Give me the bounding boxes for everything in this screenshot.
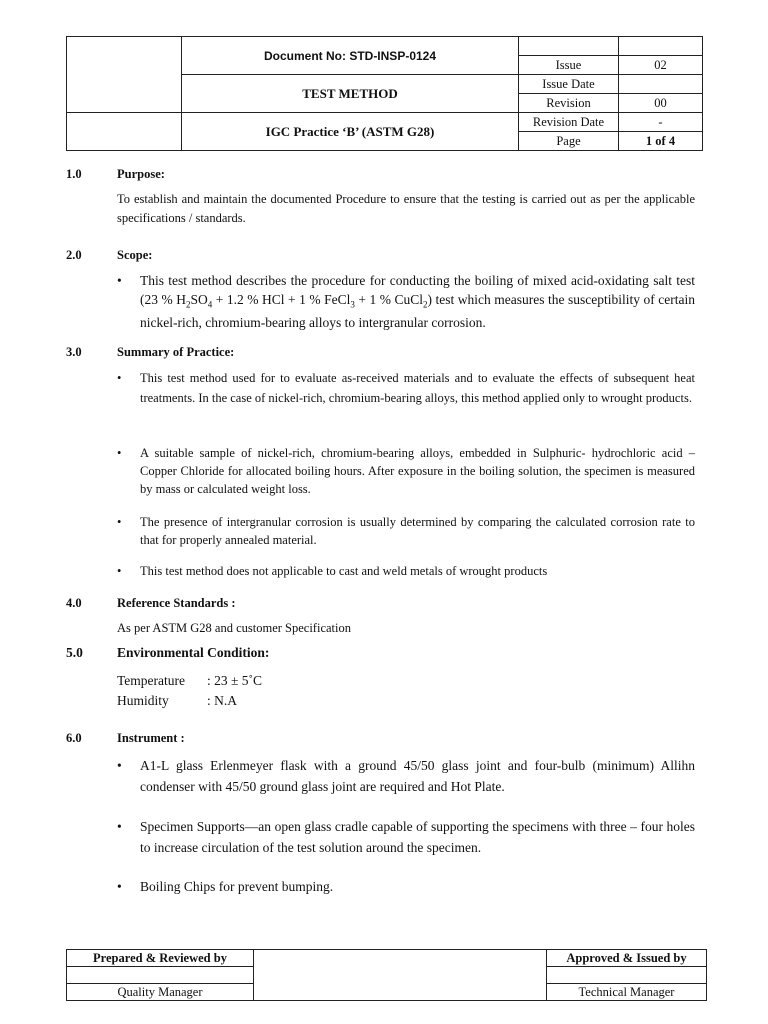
page-label: Page bbox=[519, 132, 619, 151]
approved-by-role: Technical Manager bbox=[547, 984, 707, 1001]
page-value: 1 of 4 bbox=[619, 132, 703, 151]
bullet-icon: • bbox=[117, 273, 122, 288]
summary-bullet-3: • The presence of intergranular corrosion is usually determined by comparing the calculated corrosion rate to that for properly annealed material. bbox=[117, 515, 695, 547]
prepared-by-heading: Prepared & Reviewed by bbox=[67, 950, 254, 967]
document-subject: IGC Practice ‘B’ (ASTM G28) bbox=[182, 113, 519, 151]
temperature-value: : 23 ± 5˚C bbox=[207, 673, 263, 688]
revision-label: Revision bbox=[519, 94, 619, 113]
summary-bullet-1: • This test method used for to evaluate as-received materials and to evaluate the effects of subsequent heat treatments. In the case of nickel-rich, chromium-bearing alloys, this method applied only to wrought products. bbox=[117, 371, 695, 405]
revision-date-label: Revision Date bbox=[519, 113, 619, 132]
prepared-signature-cell bbox=[67, 967, 254, 984]
signature-table bbox=[66, 949, 707, 1001]
instrument-bullet-1: • A1-L glass Erlenmeyer flask with a ground 45/50 glass joint and four-bulb (minimum) Allihn condenser with 45/50 ground glass joint are required and Hot Plate. bbox=[117, 755, 695, 797]
approved-by-heading: Approved & Issued by bbox=[547, 950, 707, 967]
bullet-icon: • bbox=[117, 879, 122, 894]
scope-text: This test method describes the procedure for conducting the boiling of mixed acid-oxidating salt test (23 % $H_2SO_4 + 1.2$ % HCl + 1 % FeCl$_3$ + 1 % CuCl$_2$) test which measures the susceptibility of certain nickel-rich, chromium-bearing alloys to intergranular corrosion. bbox=[140, 273, 695, 330]
document-number: Document No: STD-INSP-0124 bbox=[182, 37, 519, 75]
issue-value: 02 bbox=[619, 56, 703, 75]
logo-cell bbox=[67, 37, 182, 113]
purpose-text: To establish and maintain the documented Procedure to ensure that the testing is carried out as per the applicable specifications / standards. bbox=[117, 192, 695, 225]
revision-value: 00 bbox=[619, 94, 703, 113]
bullet-icon: • bbox=[117, 564, 122, 578]
bullet-icon: • bbox=[117, 371, 122, 385]
bullet-icon: • bbox=[117, 515, 122, 529]
scope-bullet bbox=[117, 272, 695, 332]
signature-blank bbox=[254, 950, 547, 1001]
humidity-row bbox=[117, 691, 237, 711]
document-header-table bbox=[66, 36, 703, 151]
bullet-icon: • bbox=[117, 819, 122, 834]
bullet-icon: • bbox=[117, 446, 122, 460]
instrument-bullet-3: • Boiling Chips for prevent bumping. bbox=[117, 876, 695, 897]
issue-date-value bbox=[619, 75, 703, 94]
humidity-label: Humidity bbox=[117, 693, 169, 708]
temperature-row bbox=[117, 671, 262, 691]
instrument-bullet-2: • Specimen Supports—an open glass cradle capable of supporting the specimens with three – four holes to increase circulation of the test solution around the specimen. bbox=[117, 816, 695, 858]
humidity-value: : N.A bbox=[207, 693, 237, 708]
prepared-by-role: Quality Manager bbox=[67, 984, 254, 1001]
temperature-label: Temperature bbox=[117, 673, 186, 688]
document-type: TEST METHOD bbox=[182, 75, 519, 113]
revision-date-value: - bbox=[619, 113, 703, 132]
summary-bullet-2: • A suitable sample of nickel-rich, chromium-bearing alloys, embedded in Sulphuric- hydrochloric acid – Copper Chloride for allocated boiling hours. After exposure in the boiling solution, the specimen is measured by mass or calculated weight loss. bbox=[117, 446, 695, 496]
bullet-icon: • bbox=[117, 758, 122, 773]
issue-date-label: Issue Date bbox=[519, 75, 619, 94]
reference-text: As per ASTM G28 and customer Specification bbox=[117, 621, 351, 635]
summary-bullet-4: • This test method does not applicable to cast and weld metals of wrought products bbox=[117, 564, 548, 578]
approved-signature-cell bbox=[547, 967, 707, 984]
issue-label: Issue bbox=[519, 56, 619, 75]
